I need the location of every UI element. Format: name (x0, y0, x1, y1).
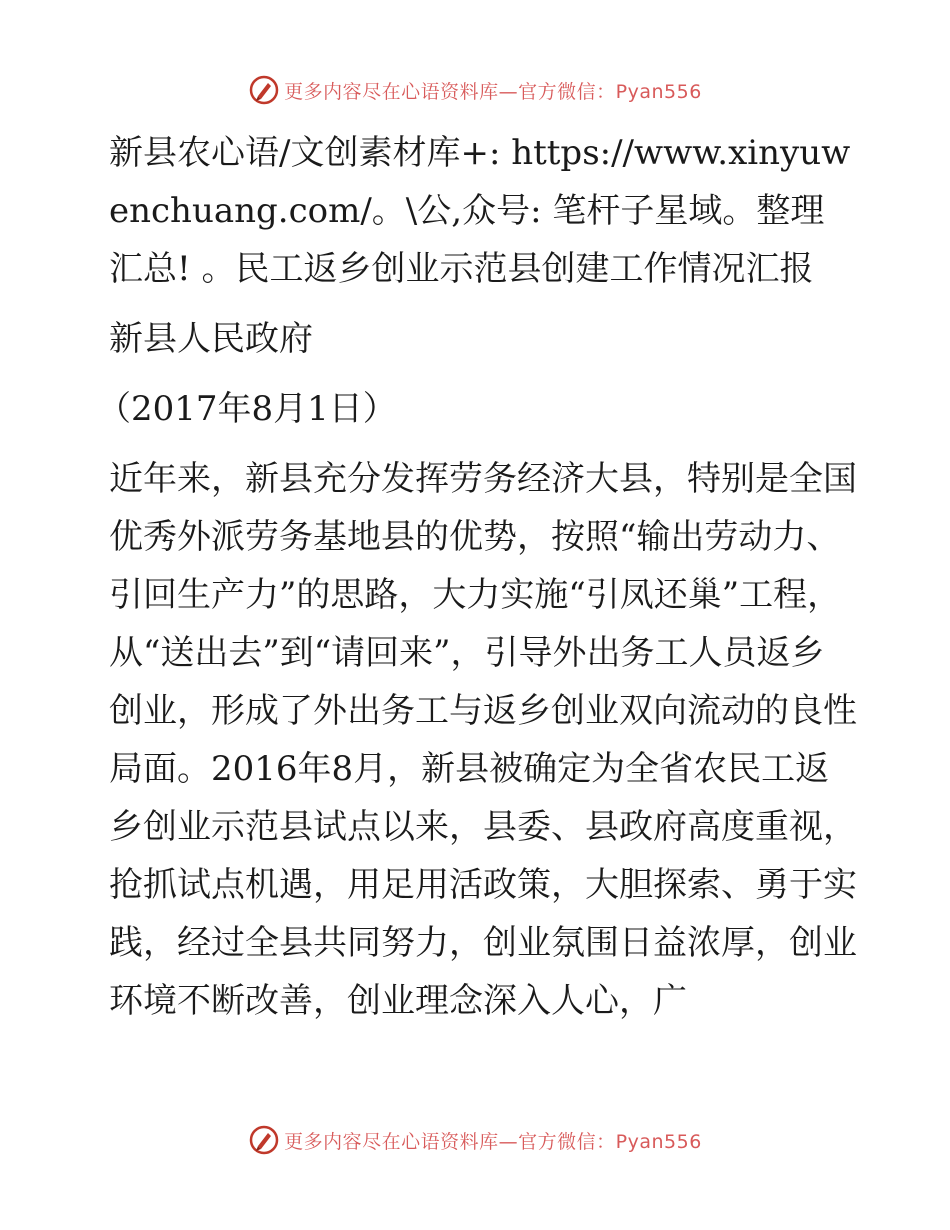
author-line: 新县人民政府 (109, 319, 313, 359)
header-paragraph: 新县农心语/文创素材库+: https://www.xinyuwenchuang.com/。\公,众号: 笔杆子星域。整理汇总! 。民工返乡创业示范县创建工作情况汇报 (109, 133, 851, 289)
banner-text: 更多内容尽在心语资料库—官方微信：Pyan556 (284, 80, 702, 103)
footer-banner (0, 1120, 950, 1160)
pen-logo-icon (248, 1124, 280, 1156)
pen-logo-icon (248, 74, 280, 106)
date-line: （2017年8月1日） (97, 389, 397, 429)
body-paragraph: 近年来，新县充分发挥劳务经济大县，特别是全国优秀外派劳务基地县的优势，按照“输出劳动力、引回生产力”的思路，大力实施“引凤还巢”工程，从“送出去”到“请回来”，引导外出务工人员返乡创业，形成了外出务工与返乡创业双向流动的良性局面。2016年8月，新县被确定为全省农民工返乡创业示范县试点以来，县委、县政府高度重视，抢抓试点机遇，用足用活政策，大胆探索、勇于实践，经过全县共同努力，创业氛围日益浓厚，创业环境不断改善，创业理念深入人心，广 (109, 459, 857, 1021)
document-body (97, 124, 857, 1030)
banner-text: 更多内容尽在心语资料库—官方微信：Pyan556 (284, 1130, 702, 1153)
header-banner (0, 70, 950, 110)
